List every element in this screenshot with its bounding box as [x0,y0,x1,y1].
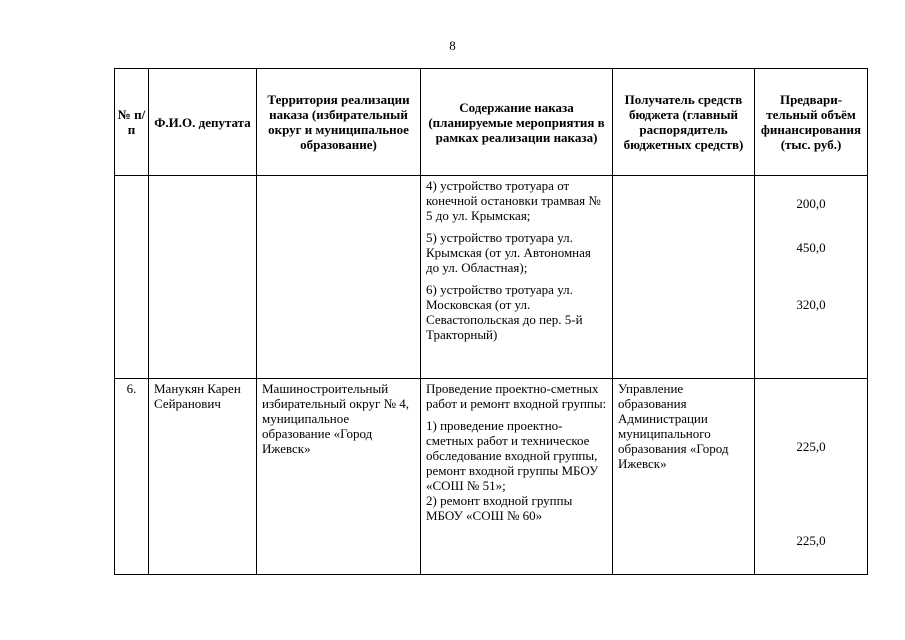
amount-item-6: 320,0 [796,297,826,312]
table-row [115,379,868,575]
cell-territory [257,176,421,379]
amount-item-1: 225,0 [796,439,826,454]
cell-content [421,379,613,575]
header-num: № п/п [115,69,149,176]
header-fio: Ф.И.О. депутата [149,69,257,176]
cell-fio [149,176,257,379]
header-content: Содержание наказа (планируемые мероприятия в рамках реализации наказа) [421,69,613,176]
amount-item-5: 450,0 [796,240,826,255]
header-recipient: Получатель средств бюджета (главный распорядитель бюджетных средств) [613,69,755,176]
amount-item-4: 200,0 [796,196,826,211]
header-volume: Предвари-тельный объём финансирования (тыс. руб.) [755,69,868,176]
cell-content [421,176,613,379]
header-territory: Территория реализации наказа (избирательный округ и муниципальное образование) [257,69,421,176]
content-item-1: 1) проведение проектно-сметных работ и техническое обследование входной группы, ремонт входной группы МБОУ «СОШ № 51»; [426,418,599,493]
table-row [115,176,868,379]
content-item-6: 6) устройство тротуара ул. Московская (от ул. Севастопольская до пер. 5-й Тракторный) [426,282,583,342]
cell-num: 6. [115,379,149,575]
content-item-4: 4) устройство тротуара от конечной остановки трамвая № 5 до ул. Крымская; [426,178,601,223]
header-row [115,69,868,176]
cell-volume [755,379,868,575]
cell-recipient [613,176,755,379]
cell-territory: Машиностроительный избирательный округ № 4, муниципальное образование «Город Ижевск» [257,379,421,575]
amount-item-2: 225,0 [796,533,826,548]
cell-recipient: Управление образования Администрации муниципального образования «Город Ижевск» [613,379,755,575]
orders-table [114,68,868,575]
cell-volume [755,176,868,379]
content-item-5: 5) устройство тротуара ул. Крымская (от ул. Автономная до ул. Областная); [426,230,591,275]
cell-fio: Манукян Карен Сейранович [149,379,257,575]
page-number: 8 [449,38,456,53]
content-item-2: 2) ремонт входной группы МБОУ «СОШ № 60» [426,493,573,523]
content-intro: Проведение проектно-сметных работ и ремонт входной группы: [426,381,607,411]
cell-num [115,176,149,379]
